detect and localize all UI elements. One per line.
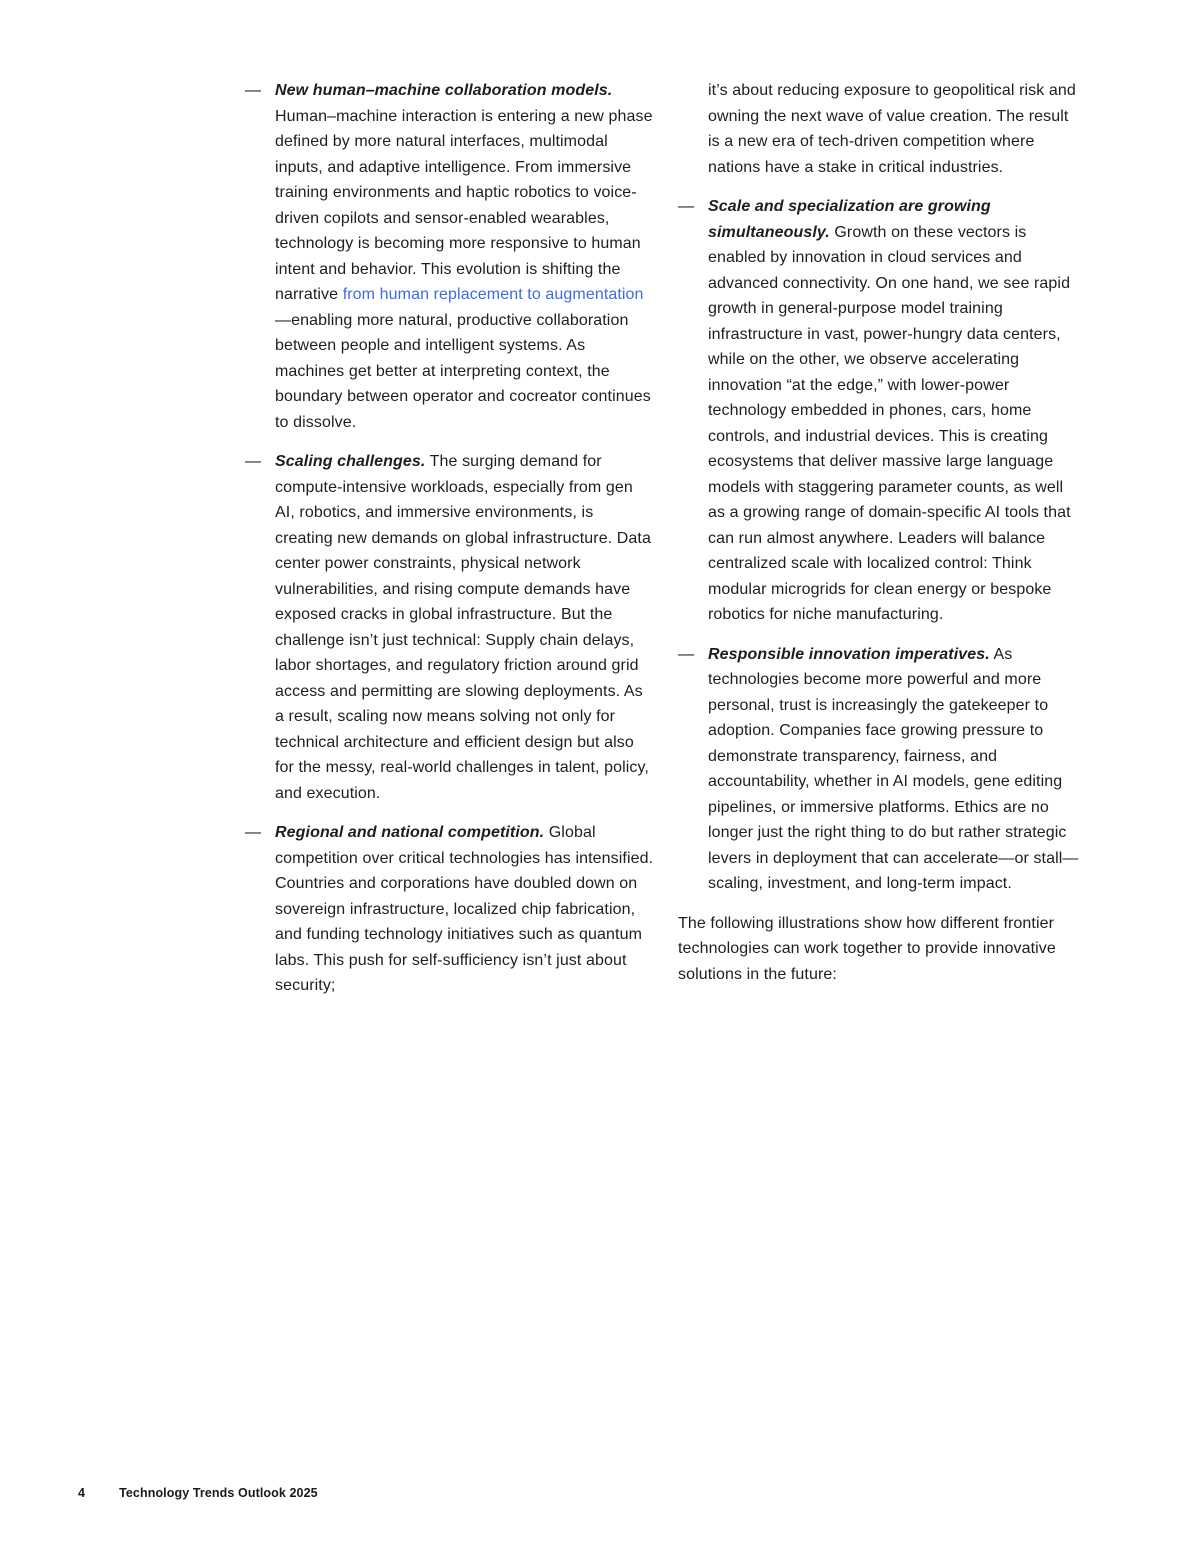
- augmentation-link[interactable]: from human replacement to augmentation: [342, 286, 644, 303]
- bullet-text: Growth on these vectors is enabled by innovation in cloud services and advanced connectivity. On one hand, we see rapid growth in general-purpose model training infrastructure in vast, power-hungry data centers, while on the other, we observe accelerating innovation “at the edge,” with lower-power technology embedded in phones, cars, home controls, and industrial devices. This is creating ecosystems that deliver massive large language models with staggering parameter counts, as well as a growing range of domain-specific AI tools that can run almost anywhere. Leaders will balance centralized scale with localized control: Think modular microgrids for clean energy or bespoke robotics for niche manufacturing.: [708, 223, 1071, 623]
- bullet-dash: —: [678, 198, 695, 215]
- bullet-dash: —: [245, 82, 262, 99]
- page-number: 4: [78, 1486, 86, 1500]
- report-title: Technology Trends Outlook 2025: [119, 1486, 318, 1500]
- bullet-item-regional-competition: [245, 820, 655, 999]
- paragraph-text: The following illustrations show how different frontier technologies can work together to provide innovative solutions in the future:: [678, 914, 1056, 983]
- bullet-item-scale-specialization: [678, 194, 1084, 628]
- bullet-dash: —: [245, 824, 262, 841]
- bullet-dash: —: [245, 453, 262, 470]
- bullet-item-collaboration-models: [245, 78, 655, 435]
- paragraph-text: it’s about reducing exposure to geopolitical risk and owning the next wave of value creation. The result is a new era of tech-driven competition where nations have a stake in critical industries.: [708, 82, 1076, 176]
- bullet-item-scaling-challenges: [245, 449, 655, 806]
- left-column: [245, 78, 655, 1013]
- page-footer: [78, 1486, 318, 1500]
- bullet-text: The surging demand for compute-intensive workloads, especially from gen AI, robotics, and immersive environments, is creating new demands on global infrastructure. Data center power constraints, physical network vulnerabilities, and rising compute demands have exposed cracks in global infrastructure. But the challenge isn’t just technical: Supply chain delays, labor shortages, and regulatory friction around grid access and permitting are slowing deployments. As a result, scaling now means solving not only for technical architecture and efficient design but also for the messy, real-world challenges in talent, policy, and execution.: [275, 453, 651, 802]
- bullet-lead: New human–machine collaboration models.: [275, 82, 613, 99]
- closing-paragraph: [678, 911, 1084, 988]
- bullet-text: As technologies become more powerful and more personal, trust is increasingly the gatekeeper to adoption. Companies face growing pressure to demonstrate transparency, fairness, and accountability, whether in AI models, gene editing pipelines, or immersive platforms. Ethics are no longer just the right thing to do but rather strategic levers in deployment that can accelerate—or stall—scaling, investment, and long-term impact.: [708, 645, 1079, 892]
- bullet-text: Global competition over critical technologies has intensified. Countries and corporations have doubled down on sovereign infrastructure, localized chip fabrication, and funding technology initiatives such as quantum labs. This push for self-sufficiency isn’t just about security;: [275, 824, 654, 994]
- bullet-lead: Scaling challenges.: [275, 453, 426, 470]
- bullet-body: [708, 194, 1084, 628]
- bullet-body: [275, 449, 655, 806]
- bullet-body: [275, 820, 655, 999]
- right-column: [678, 78, 1084, 1001]
- bullet-dash: —: [678, 645, 695, 663]
- bullet-lead: Scale and specialization are growing simultaneously.: [708, 198, 991, 241]
- bullet-lead: Responsible innovation imperatives.: [708, 645, 990, 663]
- bullet-lead: Regional and national competition.: [275, 824, 545, 841]
- bullet-text: —enabling more natural, productive collaboration between people and intelligent systems. As machines get better at interpreting context, the boundary between operator and cocreator continues to dissolve.: [275, 311, 651, 431]
- bullet-item-responsible-innovation: [678, 642, 1084, 897]
- continuation-paragraph: [678, 78, 1084, 180]
- bullet-body: [708, 642, 1084, 897]
- bullet-text: Human–machine interaction is entering a new phase defined by more natural interfaces, multimodal inputs, and adaptive intelligence. From immersive training environments and haptic robotics to voice-driven copilots and sensor-enabled wearables, technology is becoming more responsive to human intent and behavior. This evolution is shifting the narrative: [275, 107, 653, 303]
- bullet-body: [275, 78, 655, 435]
